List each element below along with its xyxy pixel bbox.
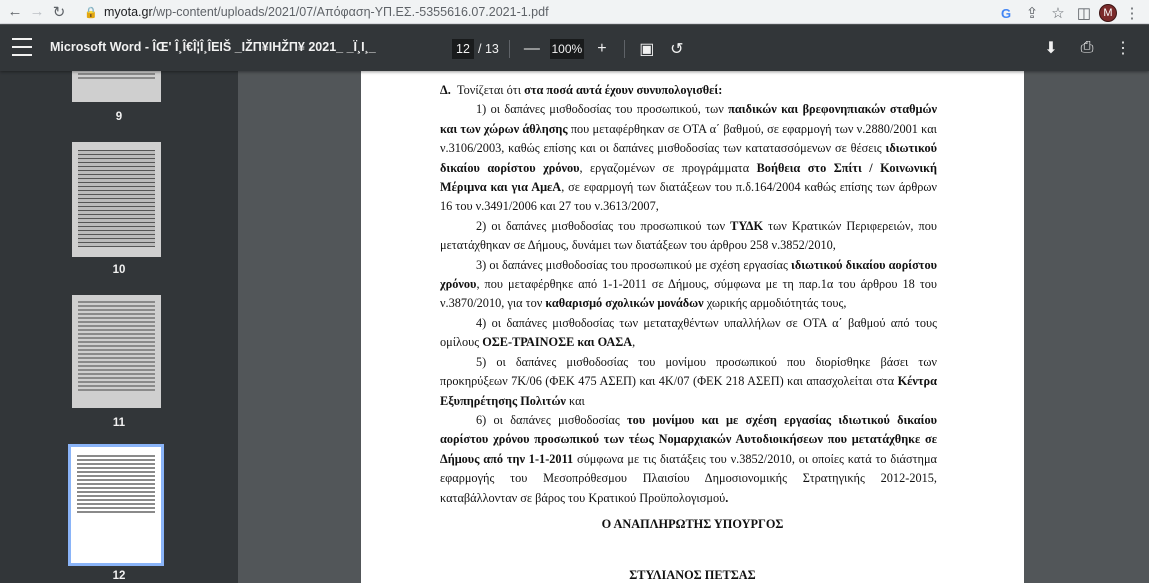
rotate-icon[interactable]: ↺ xyxy=(670,41,684,58)
total-pages: / 13 xyxy=(478,42,499,56)
bookmark-star-icon[interactable]: ☆ xyxy=(1051,5,1065,22)
thumbnail-page-10[interactable] xyxy=(72,142,161,257)
pdf-toolbar xyxy=(0,25,1149,71)
zoom-out-icon[interactable]: — xyxy=(523,40,540,57)
page-number-input[interactable]: 12 xyxy=(452,39,474,59)
reload-icon[interactable]: ↻ xyxy=(52,3,66,21)
more-options-icon[interactable]: ⋮ xyxy=(1115,40,1131,57)
page-controls xyxy=(452,37,689,61)
zoom-input[interactable]: 100% xyxy=(550,39,584,59)
paragraph-1: 1) οι δαπάνες μισθοδοσίας του προσωπικού, των παιδικών και βρεφονηπιακών σταθμών και των χώρων άθλησης που μεταφέρθηκαν σε ΟΤΑ α΄ βαθμού, σε εφαρμογή των ν.2880/2001 και ν.3106/2003, καθώς επίσης και οι δαπάνες μισθοδοσίας των κατατασσόμενων σε θέσεις ιδιωτικού δικαίου αορίστου χρόνου, εργαζομένων σε προγράμματα Βοήθεια στο Σπίτι / Κοινωνική Μέριμνα και για ΑμεΑ, σε εφαρμογή των διατάξεων του π.δ.164/2004 καθώς επίσης των άρθρων 16 του ν.3491/2006 και 27 του ν.3613/2007, xyxy=(440,102,937,214)
pdf-page xyxy=(361,71,1024,583)
chrome-menu-icon[interactable]: ⋮ xyxy=(1124,5,1140,22)
browser-toolbar xyxy=(0,0,1149,24)
paragraph-4: 4) οι δαπάνες μισθοδοσίας των μεταταχθέντων υπαλλήλων σε ΟΤΑ α΄ βαθμού από τους ομίλους ΟΣΕ-ΤΡΑΙΝΟΣΕ και ΟΑΣΑ, xyxy=(440,315,937,350)
address-bar[interactable] xyxy=(84,2,1064,22)
divider xyxy=(509,40,510,58)
thumbnail-label: 11 xyxy=(112,417,126,429)
paragraph-3: 3) οι δαπάνες μισθοδοσίας του προσωπικού με σχέση εργασίας ιδιωτικού δικαίου αορίστου χρόνου, που μεταφέρθηκε από 1-1-2011 σε Δήμους, σύμφωνα με τη παρ.1α του άρθρου 18 του ν.3870/2010, για τον καθαρισμό σχολικών μονάδων χωρικής αρμοδιότητάς τους, xyxy=(440,257,937,311)
url-path: /wp-content/uploads/2021/07/Απόφαση-ΥΠ.ΕΣ.-5355616.07.2021-1.pdf xyxy=(152,5,549,19)
thumbnail-label: 9 xyxy=(115,111,123,123)
thumbnail-page-12[interactable] xyxy=(68,444,164,566)
print-icon[interactable]: ⎙ xyxy=(1080,39,1094,56)
menu-icon[interactable] xyxy=(12,38,32,56)
paragraph-5: 5) οι δαπάνες μισθοδοσίας του μονίμου προσωπικού που διορίσθηκε βάσει των προκηρύξεων 7Κ/06 (ΦΕΚ 475 ΑΣΕΠ) και 4Κ/07 (ΦΕΚ 218 ΑΣΕΠ) και απασχολείται στα Κέντρα Εξυπηρέτησης Πολιτών και xyxy=(440,354,937,408)
download-icon[interactable]: ⬇ xyxy=(1044,40,1058,57)
fit-page-icon[interactable]: ▣ xyxy=(639,41,655,58)
thumbnail-page-9[interactable] xyxy=(72,71,161,102)
section-heading: Δ. Τονίζεται ότι στα ποσά αυτά έχουν συνυπολογισθεί: xyxy=(440,83,723,97)
paragraph-6: 6) οι δαπάνες μισθοδοσίας του μονίμου και με σχέση εργασίας ιδιωτικού δικαίου αορίστου χρόνου προσωπικού των τέως Νομαρχιακών Αυτοδιοικήσεων που μετατάχθηκε σε Δήμους από την 1-1-2011 σύμφωνα με τις διατάξεις του ν.3852/2010, οι οποίες κατά το διάστημα εφαρμογής του Μεσοπρόθεσμου Πλαισίου Δημοσιονομικής Στρατηγικής 2012-2015, καταβάλλονταν σε βάρος του Κρατικού Προϋπολογισμού. xyxy=(440,412,937,505)
divider xyxy=(624,40,625,58)
thumbnail-page-11[interactable] xyxy=(72,295,161,408)
page-text xyxy=(440,81,937,508)
lock-icon: 🔒 xyxy=(84,6,98,19)
thumbnail-sidebar xyxy=(0,71,238,583)
url-domain: myota.gr xyxy=(104,5,153,19)
google-lens-icon[interactable]: G xyxy=(1000,5,1012,21)
document-viewer[interactable] xyxy=(238,71,1149,583)
signature-title: Ο ΑΝΑΠΛΗΡΩΤΗΣ ΥΠΟΥΡΓΟΣ xyxy=(601,517,784,531)
zoom-in-icon[interactable]: + xyxy=(597,40,607,57)
forward-icon[interactable]: → xyxy=(29,3,45,20)
paragraph-2: 2) οι δαπάνες μισθοδοσίας του προσωπικού των ΤΥΔΚ των Κρατικών Περιφερειών, που μετατάχθηκαν σε Δήμους, δυνάμει των διατάξεων του άρθρου 258 ν.3852/2010, xyxy=(440,218,937,253)
table-preview xyxy=(78,150,155,247)
signature-name: ΣΤΥΛΙΑΝΟΣ ΠΕΤΣΑΣ xyxy=(629,568,756,582)
document-title: Microsoft Word - ÎŒ' Î¸Î€Î¦Î¸ÎΕΙŠ _ΙŽΠ¥ΙΗŽΠ¥ 2021_ _Ϊ¸Ι¸_ xyxy=(50,40,376,54)
profile-avatar[interactable]: M xyxy=(1099,4,1117,22)
thumbnail-label: 12 xyxy=(112,570,126,582)
share-icon[interactable]: ⇪ xyxy=(1025,5,1039,22)
thumbnail-label: 10 xyxy=(112,264,126,276)
side-panel-icon[interactable]: ◫ xyxy=(1076,5,1092,22)
back-icon[interactable]: ← xyxy=(7,3,23,20)
